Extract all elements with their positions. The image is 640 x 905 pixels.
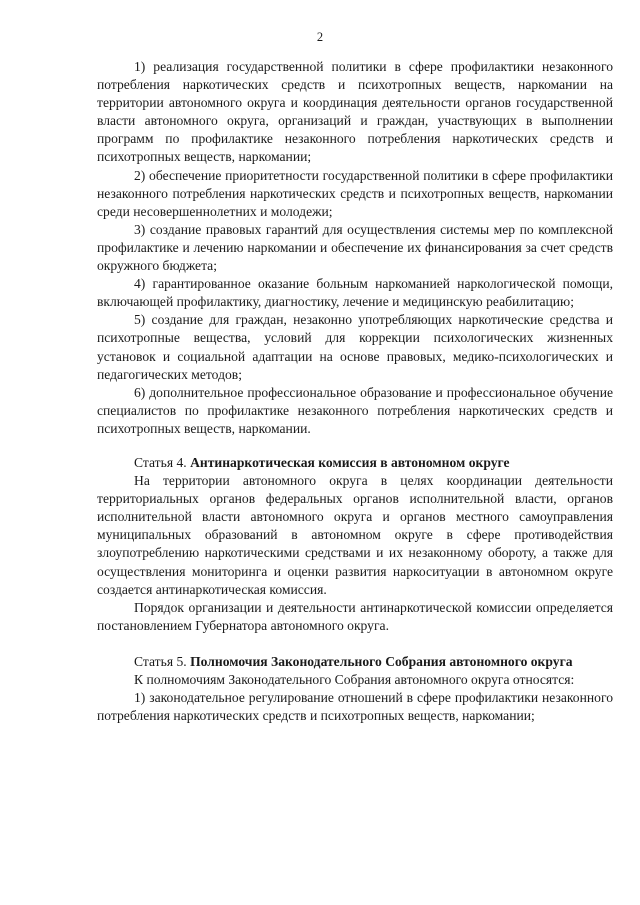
paragraph: Порядок организации и деятельности антинаркотической комиссии определяется постановлением Губернатора автономного округа.: [97, 599, 613, 633]
list-item: 4) гарантированное оказание больным наркоманией наркологической помощи, включающей профилактику, диагностику, лечение и медицинскую реабилитацию;: [97, 276, 613, 310]
page-number: 2: [316, 30, 324, 44]
list-item: 2) обеспечение приоритетности государственной политики в сфере профилактики незаконного потребления наркотических средств и психотропных веществ, наркомании среди несовершеннолетних и молодежи;: [97, 167, 613, 219]
paragraph: К полномочиям Законодательного Собрания автономного округа относятся:: [134, 672, 575, 687]
article-4-prefix: Статья 4.: [134, 454, 191, 470]
article-4-heading: [97, 454, 613, 472]
document-body: [97, 58, 613, 725]
list-item: 6) дополнительное профессиональное образование и профессиональное обучение специалистов по профилактике незаконного потребления наркотических средств и психотропных веществ, наркомании.: [97, 384, 613, 436]
article-5-prefix: Статья 5.: [134, 653, 191, 669]
list-item: 1) реализация государственной политики в сфере профилактики незаконного потребления наркотических средств и психотропных веществ, наркомании на территории автономного округа и координация деятельности органов государственной власти автономного округа, организаций и граждан, участвующих в выполнении программ по профилактике незаконного потребления наркотических средств и психотропных веществ, наркомании;: [97, 59, 613, 165]
paragraph: На территории автономного округа в целях координации деятельности территориальных органов федеральных органов исполнительной власти, органов исполнительной власти автономного округа и органов местного самоуправления муниципальных образований в автономном округе в сфере противодействия злоупотреблению наркотическими средствами и их незаконному обороту, а также для осуществления мониторинга и оценки развития наркоситуации в автономном округе создается антинаркотическая комиссия.: [97, 473, 613, 597]
list-item: 1) законодательное регулирование отношений в сфере профилактики незаконного потребления наркотических средств и психотропных веществ, наркомании;: [97, 690, 613, 724]
list-item: 5) создание для граждан, незаконно употребляющих наркотические средства и психотропные вещества, условий для коррекции психологических жизненных установок и социальной адаптации на основе правовых, медико-психологических и педагогических методов;: [97, 312, 613, 382]
article-5-title: Полномочия Законодательного Собрания автономного округа: [190, 653, 573, 669]
article-4-title: Антинаркотическая комиссия в автономном округе: [190, 454, 510, 470]
article-5-heading: [97, 653, 613, 671]
list-item: 3) создание правовых гарантий для осуществления системы мер по комплексной профилактике и лечению наркомании и обеспечение их финансирования за счет средств окружного бюджета;: [97, 221, 613, 274]
